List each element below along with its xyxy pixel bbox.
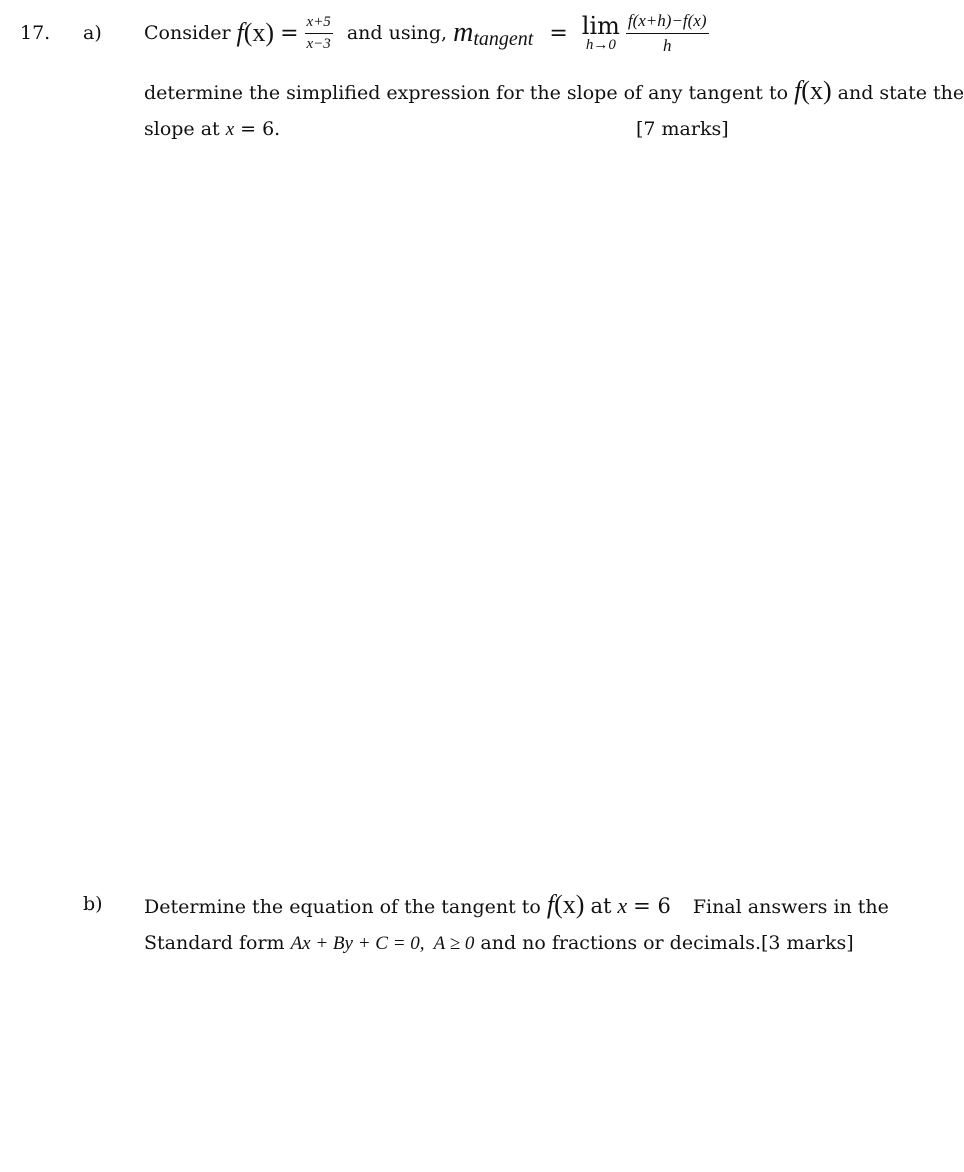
function-name: f(x)	[236, 18, 275, 47]
consider-word: Consider	[144, 22, 231, 44]
part-b-label: b)	[83, 893, 103, 915]
limit-operator	[581, 11, 620, 53]
line3-x: x	[225, 119, 235, 140]
part-b-x: x	[617, 893, 628, 918]
line3-text: slope at	[144, 118, 220, 140]
part-a-line1	[144, 10, 709, 56]
equals-sign: =	[280, 20, 299, 46]
part-b-line1	[144, 890, 889, 920]
part-b-line2-end: and no fractions or decimals.[3 marks]	[480, 932, 854, 954]
at-word: at	[590, 894, 612, 918]
and-using-text: and using,	[346, 22, 448, 44]
line2-function: f(x)	[794, 76, 832, 105]
part-a-marks: [7 marks]	[636, 118, 729, 140]
lim-word: lim	[581, 11, 620, 40]
part-a-line2	[144, 76, 964, 106]
part-b-line1-text: Determine the equation of the tangent to	[144, 896, 541, 918]
line2-end: and state the	[837, 82, 964, 104]
m-tangent: mtangent	[453, 17, 534, 50]
part-b-eq-value: = 6	[633, 894, 671, 918]
difference-denominator: h	[662, 35, 672, 55]
standard-form-formula: Ax + By + C = 0, A ≥ 0	[290, 933, 475, 954]
line2-text: determine the simplified expression for the slope of any tangent to	[144, 82, 789, 104]
fraction-denominator: x−3	[306, 35, 331, 52]
difference-quotient	[626, 11, 709, 56]
lim-subscript: h→0	[585, 36, 616, 53]
part-a-line3	[144, 118, 280, 141]
part-b-line2	[144, 932, 854, 955]
equals-sign-2: =	[549, 20, 568, 46]
question-number: 17.	[20, 22, 51, 44]
final-answer-text: Final answers in the	[692, 896, 889, 918]
part-a-label: a)	[83, 22, 102, 44]
standard-form-text: Standard form	[144, 932, 285, 954]
function-fraction	[305, 14, 333, 53]
difference-numerator: f(x+h)−f(x)	[626, 11, 709, 34]
fraction-numerator: x+5	[305, 14, 333, 34]
line3-eq: = 6.	[240, 118, 281, 140]
part-b-function: f(x)	[546, 890, 585, 919]
